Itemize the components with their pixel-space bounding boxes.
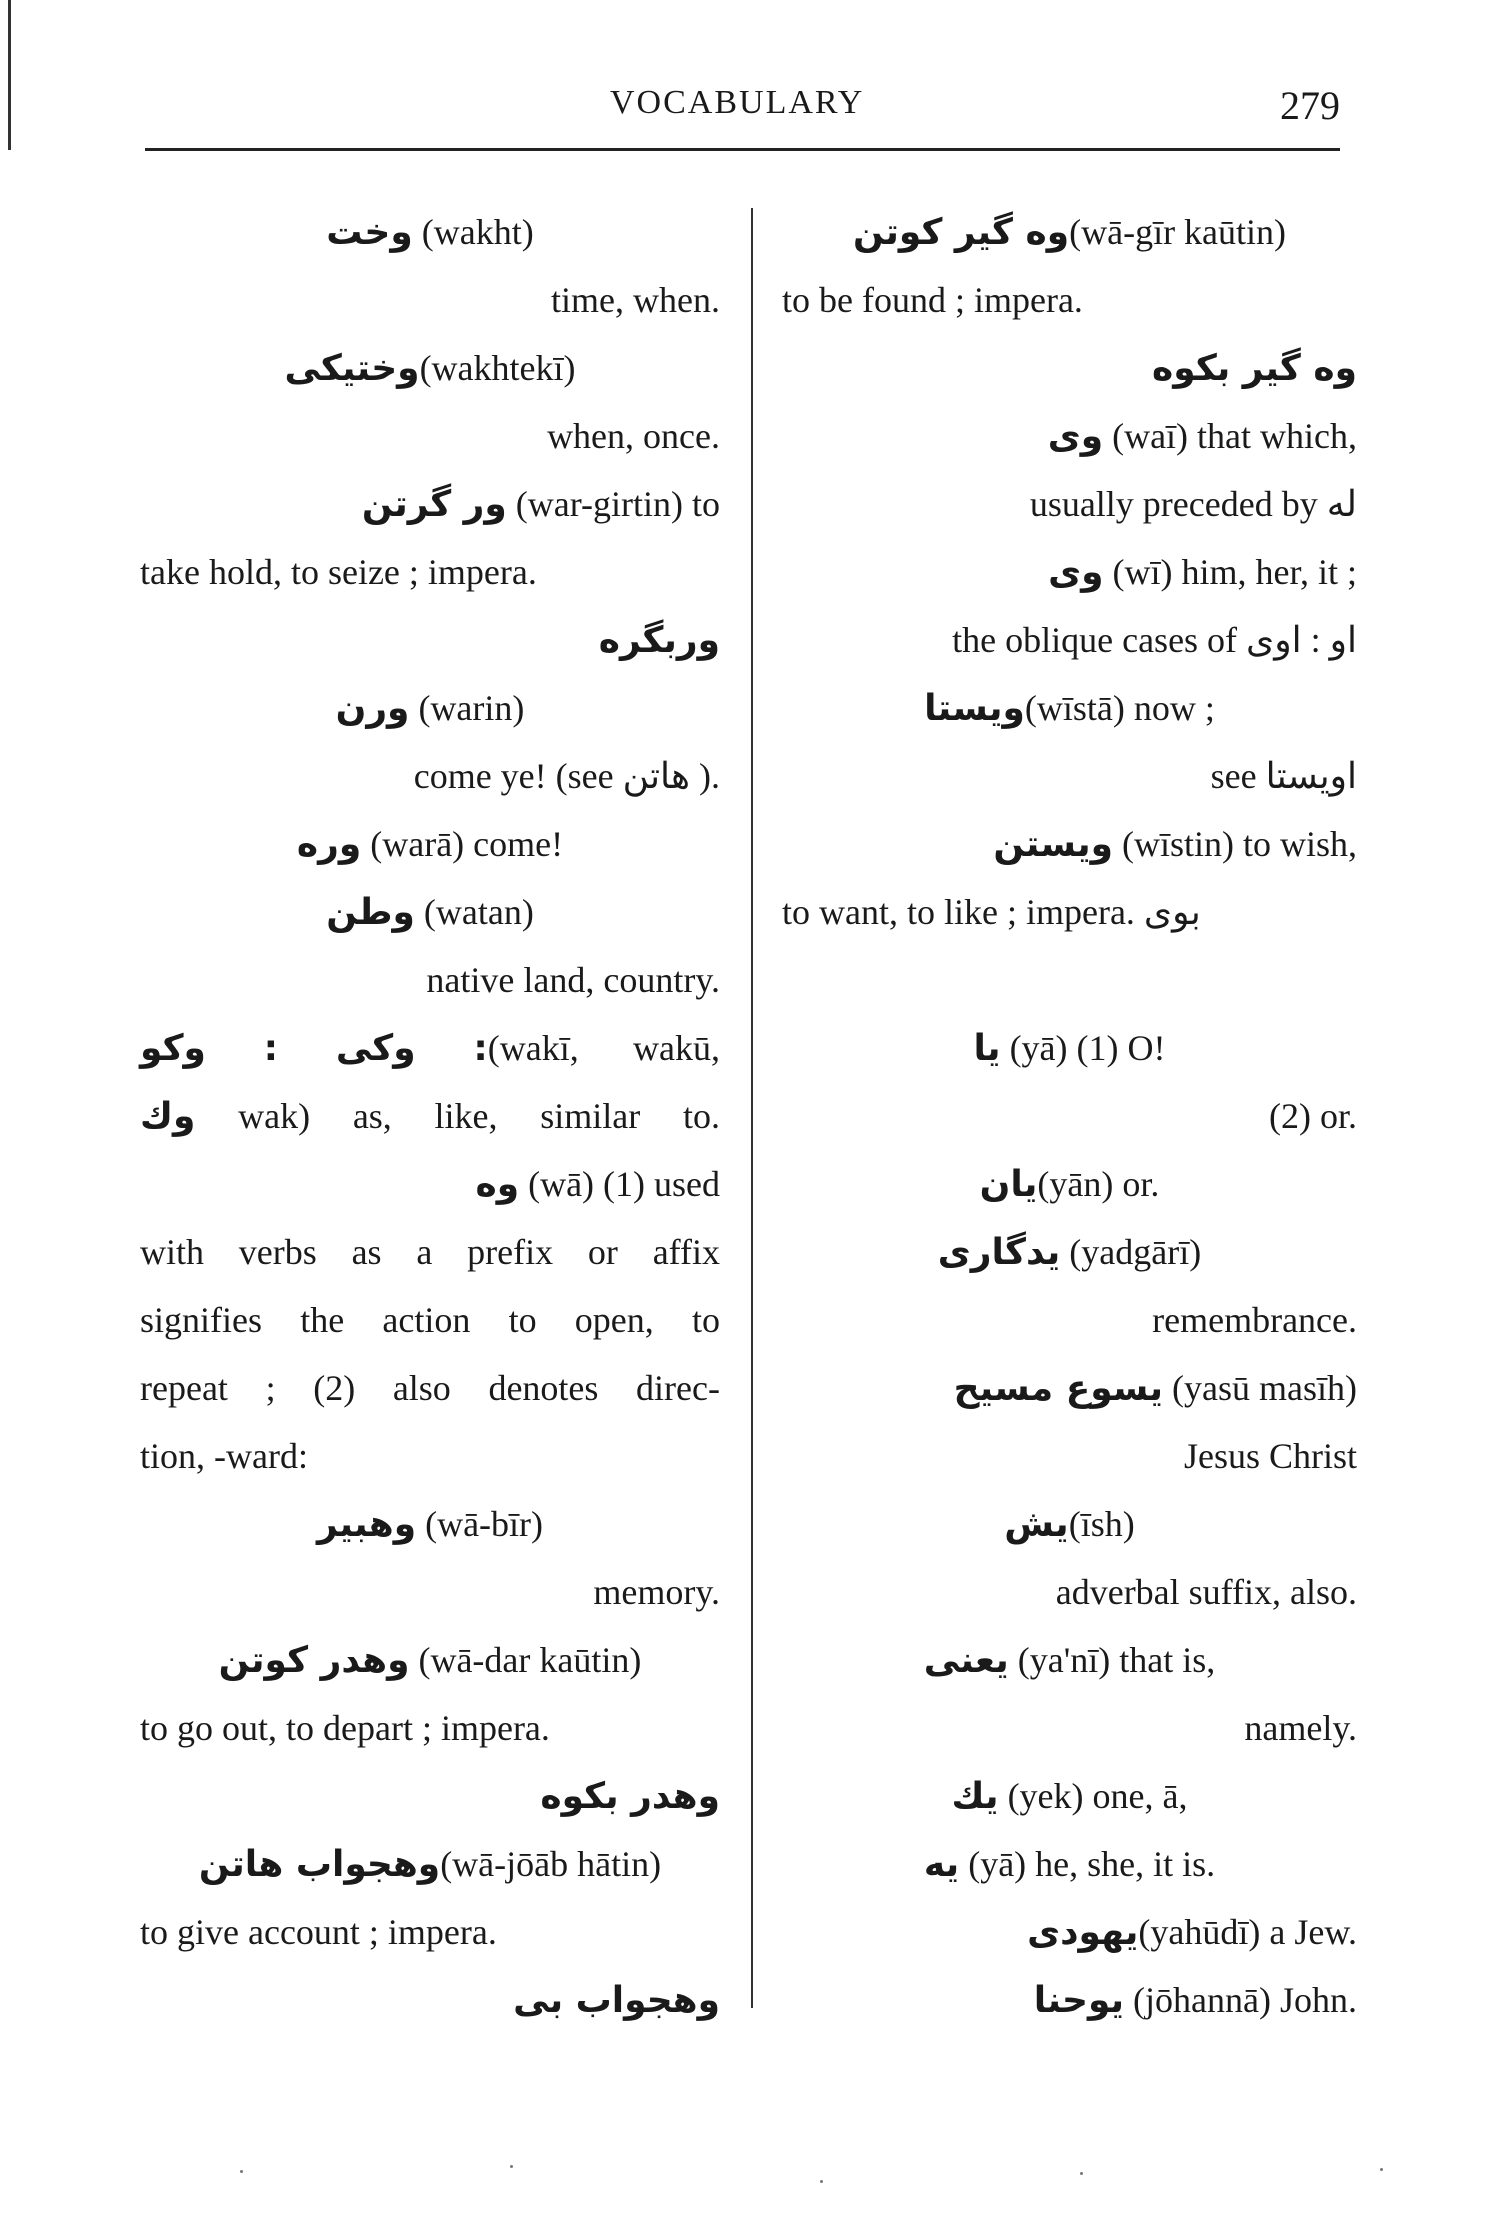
vocab-line bbox=[782, 1966, 1357, 2034]
vocab-line bbox=[140, 198, 720, 266]
vocab-line bbox=[782, 1490, 1357, 1558]
vocab-line bbox=[782, 606, 1357, 674]
vocab-line bbox=[140, 1082, 720, 1150]
entry-text: signifies the action to open, to bbox=[140, 1300, 720, 1340]
header-rule bbox=[145, 148, 1340, 151]
entry-text: (wī) him, her, it ; bbox=[1103, 552, 1357, 592]
entry-text: (wā) (1) used bbox=[519, 1164, 720, 1204]
arabic-headword: یهودی bbox=[1027, 1912, 1139, 1953]
vocab-line bbox=[140, 1286, 720, 1354]
entry-text: (yā) (1) O! bbox=[1000, 1028, 1166, 1068]
vocab-line bbox=[140, 1558, 720, 1626]
vocab-line bbox=[140, 742, 720, 810]
entry-text: come ye! (see هاتن ). bbox=[413, 756, 720, 796]
entry-text: (wīstin) to wish, bbox=[1112, 824, 1357, 864]
entry-text: with verbs as a prefix or affix bbox=[140, 1232, 720, 1272]
entry-text: time, when. bbox=[551, 280, 720, 320]
vocab-line bbox=[782, 742, 1357, 810]
arabic-headword: یعنی bbox=[923, 1640, 1009, 1681]
entry-text: (yek) one, ā, bbox=[998, 1776, 1188, 1816]
vocab-line bbox=[782, 1014, 1357, 1082]
entry-text: (warā) come! bbox=[361, 824, 564, 864]
arabic-headword: وهدر بکوه bbox=[540, 1776, 720, 1817]
vocab-line bbox=[140, 1626, 720, 1694]
entry-text: native land, country. bbox=[426, 960, 720, 1000]
vocab-line bbox=[782, 334, 1357, 402]
entry-text: (wīstā) now ; bbox=[1024, 688, 1215, 728]
vocab-line bbox=[782, 538, 1357, 606]
vocab-line bbox=[140, 1422, 720, 1490]
entry-text: (yā) he, she, it is. bbox=[959, 1844, 1216, 1884]
arabic-headword: یوحنا bbox=[1033, 1980, 1125, 2021]
vocab-line bbox=[782, 402, 1357, 470]
entry-text: namely. bbox=[1244, 1708, 1357, 1748]
entry-text: (watan) bbox=[414, 892, 534, 932]
arabic-headword: : وکی : وکو bbox=[140, 1028, 488, 1069]
vocab-line bbox=[140, 1218, 720, 1286]
entry-text: (jōhannā) John. bbox=[1124, 1980, 1357, 2020]
entry-text: (yasū masīh) bbox=[1163, 1368, 1357, 1408]
vocab-line bbox=[140, 1490, 720, 1558]
vocab-line bbox=[140, 1014, 720, 1082]
vocab-line bbox=[140, 878, 720, 946]
entry-text: see اویستا bbox=[1210, 756, 1357, 796]
arabic-headword: یدگاری bbox=[937, 1232, 1061, 1273]
entry-text: (wā-jōāb hātin) bbox=[440, 1844, 662, 1884]
arabic-headword: ویستن bbox=[993, 824, 1113, 865]
entry-text: tion, -ward: bbox=[140, 1436, 308, 1476]
arabic-headword: یك bbox=[951, 1776, 999, 1817]
arabic-headword: ورن bbox=[335, 688, 410, 729]
arabic-headword: وهجواب هاتن bbox=[198, 1844, 441, 1885]
entry-text: (warin) bbox=[409, 688, 525, 728]
vocab-line bbox=[140, 606, 720, 674]
arabic-headword: یان bbox=[979, 1164, 1038, 1205]
vocab-line bbox=[782, 1286, 1357, 1354]
entry-text: Jesus Christ bbox=[1183, 1436, 1357, 1476]
arabic-headword: وطن bbox=[326, 892, 415, 933]
vocab-line bbox=[782, 1218, 1357, 1286]
arabic-headword: یسوع مسیح bbox=[953, 1368, 1164, 1409]
vocab-line bbox=[782, 1898, 1357, 1966]
vocab-line bbox=[140, 1898, 720, 1966]
entry-text: to give account ; impera. bbox=[140, 1912, 497, 1952]
arabic-headword: وربگره bbox=[598, 620, 720, 661]
entry-text: take hold, to seize ; impera. bbox=[140, 552, 537, 592]
entry-text: wak) as, like, similar to. bbox=[195, 1096, 720, 1136]
vocab-line bbox=[782, 810, 1357, 878]
arabic-headword: وهدر کوتن bbox=[218, 1640, 410, 1681]
entry-text: to want, to like ; impera. بوی bbox=[782, 892, 1201, 932]
vocab-line bbox=[782, 1694, 1357, 1762]
arabic-headword: ویستا bbox=[924, 688, 1025, 729]
left-column bbox=[140, 198, 720, 2034]
entry-text: usually preceded by له bbox=[1029, 484, 1357, 524]
vocab-line bbox=[782, 1762, 1357, 1830]
vocab-line bbox=[140, 266, 720, 334]
vocab-line bbox=[782, 470, 1357, 538]
vocab-line bbox=[782, 266, 1357, 334]
vocab-line bbox=[782, 1354, 1357, 1422]
right-column bbox=[782, 198, 1357, 2034]
vocab-line bbox=[782, 1422, 1357, 1490]
running-head: VOCABULARY bbox=[610, 84, 865, 121]
entry-text: (yadgārī) bbox=[1060, 1232, 1202, 1272]
arabic-headword: وهبیر bbox=[316, 1504, 417, 1545]
arabic-headword: وه گیر بکوه bbox=[1152, 348, 1357, 389]
entry-text: to be found ; impera. bbox=[782, 280, 1083, 320]
entry-text: (ya'nī) that is, bbox=[1008, 1640, 1216, 1680]
entry-text: (wā-gīr kaūtin) bbox=[1069, 212, 1287, 252]
vocab-line bbox=[782, 198, 1357, 266]
arabic-headword: وی bbox=[1047, 416, 1104, 457]
column-gap bbox=[782, 946, 1357, 1014]
entry-text: (war-girtin) to bbox=[506, 484, 720, 524]
vocab-line bbox=[140, 334, 720, 402]
entry-text: (wakhtekī) bbox=[419, 348, 576, 388]
arabic-headword: یا bbox=[973, 1028, 1001, 1069]
arabic-headword: وخت bbox=[326, 212, 413, 253]
entry-text: to go out, to depart ; impera. bbox=[140, 1708, 550, 1748]
entry-text: (wā-dar kaūtin) bbox=[409, 1640, 642, 1680]
print-specks bbox=[200, 2160, 1450, 2200]
vocab-line bbox=[140, 1762, 720, 1830]
page-edge-mark bbox=[8, 0, 11, 150]
vocab-line bbox=[140, 1694, 720, 1762]
vocab-line bbox=[782, 1830, 1357, 1898]
arabic-headword: یه bbox=[923, 1844, 960, 1885]
entry-text: (īsh) bbox=[1068, 1504, 1135, 1544]
vocab-line bbox=[140, 1966, 720, 2034]
entry-text: (2) or. bbox=[1269, 1096, 1357, 1136]
arabic-headword: وه گیر کوتن bbox=[852, 212, 1070, 253]
vocab-line bbox=[140, 538, 720, 606]
page-header bbox=[140, 78, 1340, 138]
entry-text: memory. bbox=[593, 1572, 720, 1612]
vocab-line bbox=[140, 810, 720, 878]
vocab-line bbox=[140, 946, 720, 1014]
entry-text: (wakī, wakū, bbox=[487, 1028, 720, 1068]
vocab-line bbox=[782, 674, 1357, 742]
vocab-line bbox=[140, 674, 720, 742]
entry-text: repeat ; (2) also denotes direc- bbox=[140, 1368, 720, 1408]
vocab-line bbox=[782, 1082, 1357, 1150]
entry-text: adverbal suffix, also. bbox=[1055, 1572, 1357, 1612]
arabic-headword: وره bbox=[296, 824, 362, 865]
entry-text: the oblique cases of او : اوی bbox=[952, 620, 1357, 660]
vocab-line bbox=[140, 1150, 720, 1218]
arabic-headword: وختیکی bbox=[284, 348, 420, 389]
entry-text: (wā-bīr) bbox=[416, 1504, 544, 1544]
arabic-headword: ور گرتن bbox=[361, 484, 507, 525]
entry-text: (yān) or. bbox=[1037, 1164, 1160, 1204]
vocab-line bbox=[140, 402, 720, 470]
arabic-headword: وك bbox=[140, 1096, 196, 1137]
arabic-headword: وه bbox=[475, 1164, 520, 1205]
arabic-headword: یش bbox=[1004, 1504, 1069, 1545]
vocab-line bbox=[782, 1150, 1357, 1218]
entry-text: when, once. bbox=[547, 416, 720, 456]
column-divider bbox=[751, 208, 753, 2008]
entry-text: remembrance. bbox=[1152, 1300, 1357, 1340]
vocab-line bbox=[782, 1626, 1357, 1694]
entry-text: (yahūdī) a Jew. bbox=[1138, 1912, 1357, 1952]
vocab-line bbox=[140, 1354, 720, 1422]
vocab-line bbox=[782, 1558, 1357, 1626]
arabic-headword: وی bbox=[1048, 552, 1104, 593]
vocab-line bbox=[140, 1830, 720, 1898]
entry-text: (wakht) bbox=[412, 212, 534, 252]
page-number: 279 bbox=[1280, 83, 1340, 128]
vocab-line bbox=[782, 878, 1357, 946]
vocab-line bbox=[140, 470, 720, 538]
entry-text: (waī) that which, bbox=[1103, 416, 1357, 456]
arabic-headword: وهجواب بی bbox=[513, 1980, 720, 2021]
